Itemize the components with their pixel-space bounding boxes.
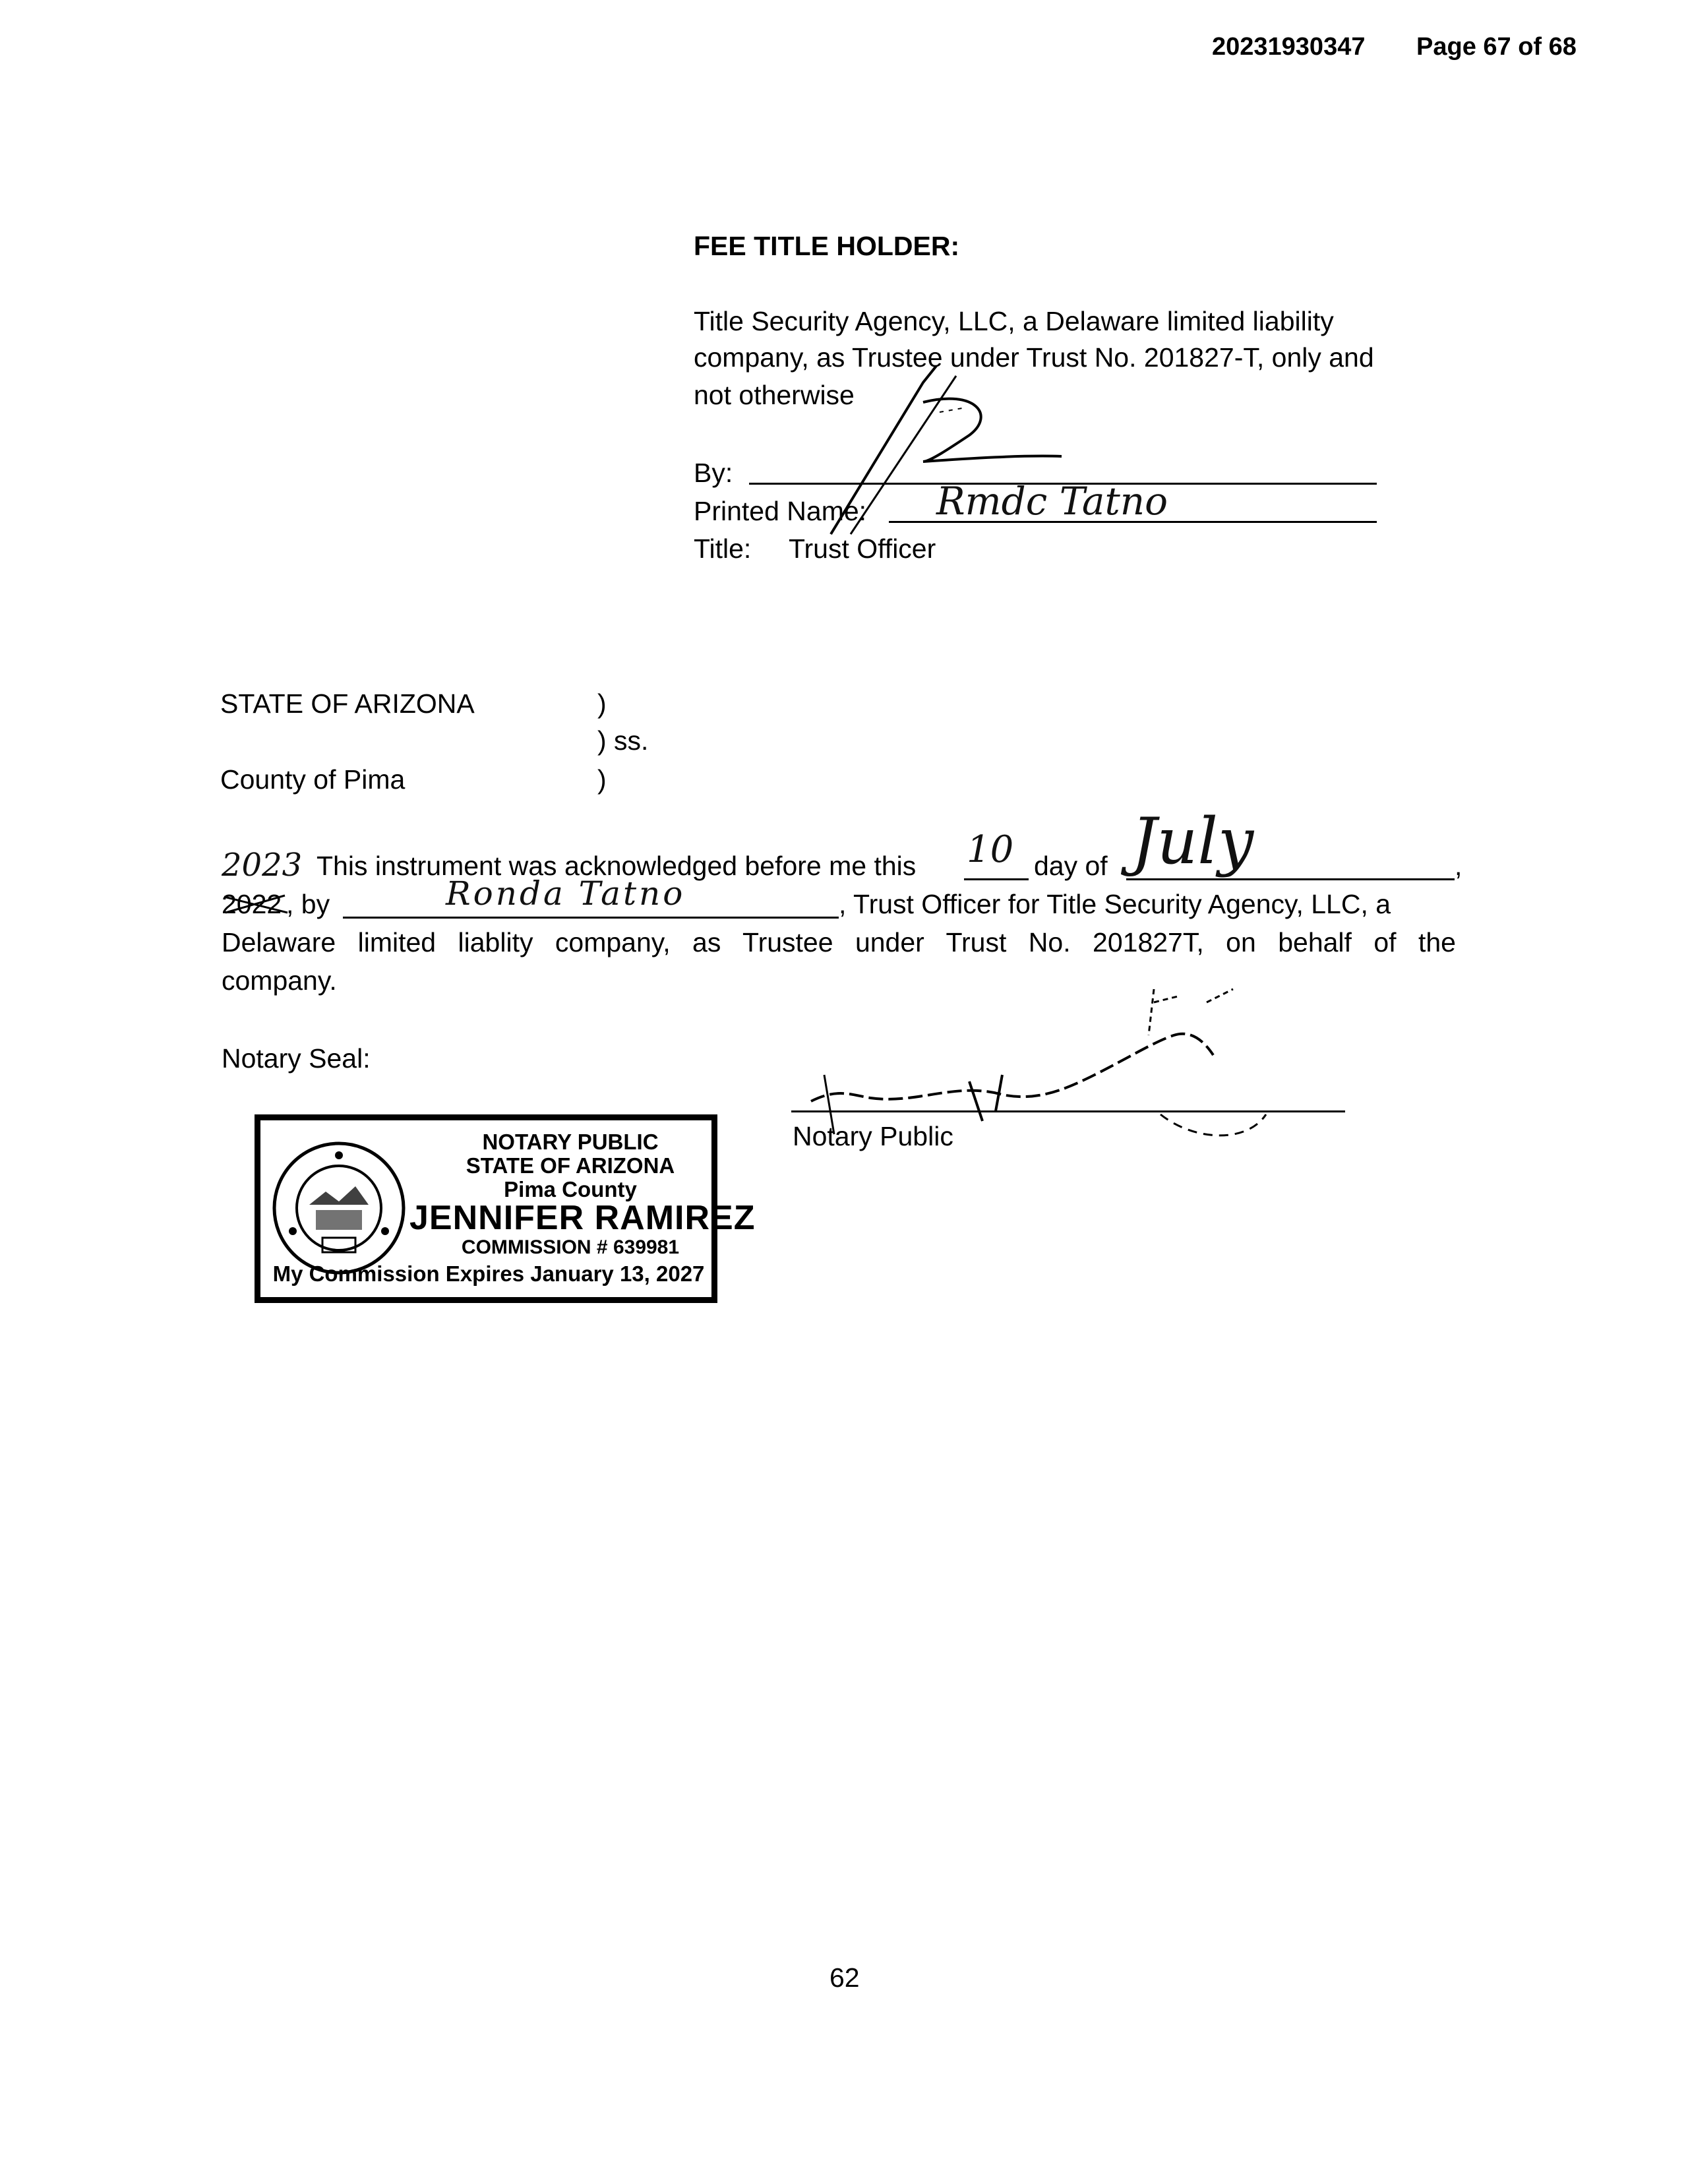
notary-stamp — [255, 1114, 756, 1303]
ack-line4: company. — [222, 965, 337, 996]
fee-title-para-line2: company, as Trustee under Trust No. 201827-T, only and — [694, 342, 1374, 373]
title-label: Title: — [694, 533, 752, 564]
stamp-line2: STATE OF ARIZONA — [466, 1153, 675, 1178]
venue-paren-1: ) — [597, 688, 607, 719]
fee-title-para-line1: Title Security Agency, LLC, a Delaware limited liability — [694, 306, 1334, 336]
ack-line3: Delaware limited liablity company, as Trustee under Trust No. 201827T, on behalf of the — [222, 927, 1456, 957]
venue-paren-3: ) — [597, 764, 607, 795]
printed-name-handwritten: Rmdc Tatno — [936, 479, 1168, 524]
year-handwritten: 2023 — [222, 847, 303, 884]
year-printed: 2022 — [222, 889, 282, 919]
title-value: Trust Officer — [789, 533, 936, 564]
name-line — [343, 917, 839, 919]
stamp-line3: Pima County — [504, 1177, 637, 1201]
month-line — [1126, 878, 1455, 880]
ack-line2-suffix: , Trust Officer for Title Security Agency, LLC, a — [839, 889, 1391, 919]
ack-line1-end: , — [1455, 851, 1462, 881]
fee-title-para-line3: not otherwise — [694, 380, 855, 410]
venue-county: County of Pima — [220, 764, 406, 795]
year-strikeout — [222, 890, 294, 919]
day-line — [964, 878, 1029, 880]
stamp-line5: COMMISSION # 639981 — [461, 1236, 680, 1258]
day-handwritten: 10 — [967, 828, 1014, 871]
month-handwritten: July — [1131, 804, 1254, 878]
venue-ss: ) ss. — [597, 725, 649, 756]
name-handwritten: Ronda Tatno — [446, 874, 686, 913]
ack-line2-prefix: , by — [286, 889, 330, 919]
notary-seal-label: Notary Seal: — [222, 1043, 371, 1074]
stamp-line6: My Commission Expires January 13, 2027 — [272, 1261, 705, 1286]
page-indicator: Page 67 of 68 — [1416, 33, 1577, 61]
ack-line1-mid: day of — [1034, 851, 1108, 881]
trustee-signature — [824, 343, 1075, 541]
page-number: 62 — [829, 1962, 860, 1993]
venue-state: STATE OF ARIZONA — [220, 688, 475, 719]
fee-title-heading: FEE TITLE HOLDER: — [694, 231, 960, 261]
stamp-line1: NOTARY PUBLIC — [482, 1130, 659, 1154]
notary-public-label: Notary Public — [793, 1121, 953, 1151]
document-number: 20231930347 — [1212, 33, 1366, 61]
stamp-line4: JENNIFER RAMIREZ — [409, 1199, 756, 1237]
notary-signature — [785, 963, 1286, 1161]
by-label: By: — [694, 458, 733, 488]
state-seal-icon — [270, 1139, 408, 1277]
ack-line1-prefix: This instrument was acknowledged before me this — [316, 851, 917, 881]
printed-name-label: Printed Name: — [694, 496, 867, 526]
